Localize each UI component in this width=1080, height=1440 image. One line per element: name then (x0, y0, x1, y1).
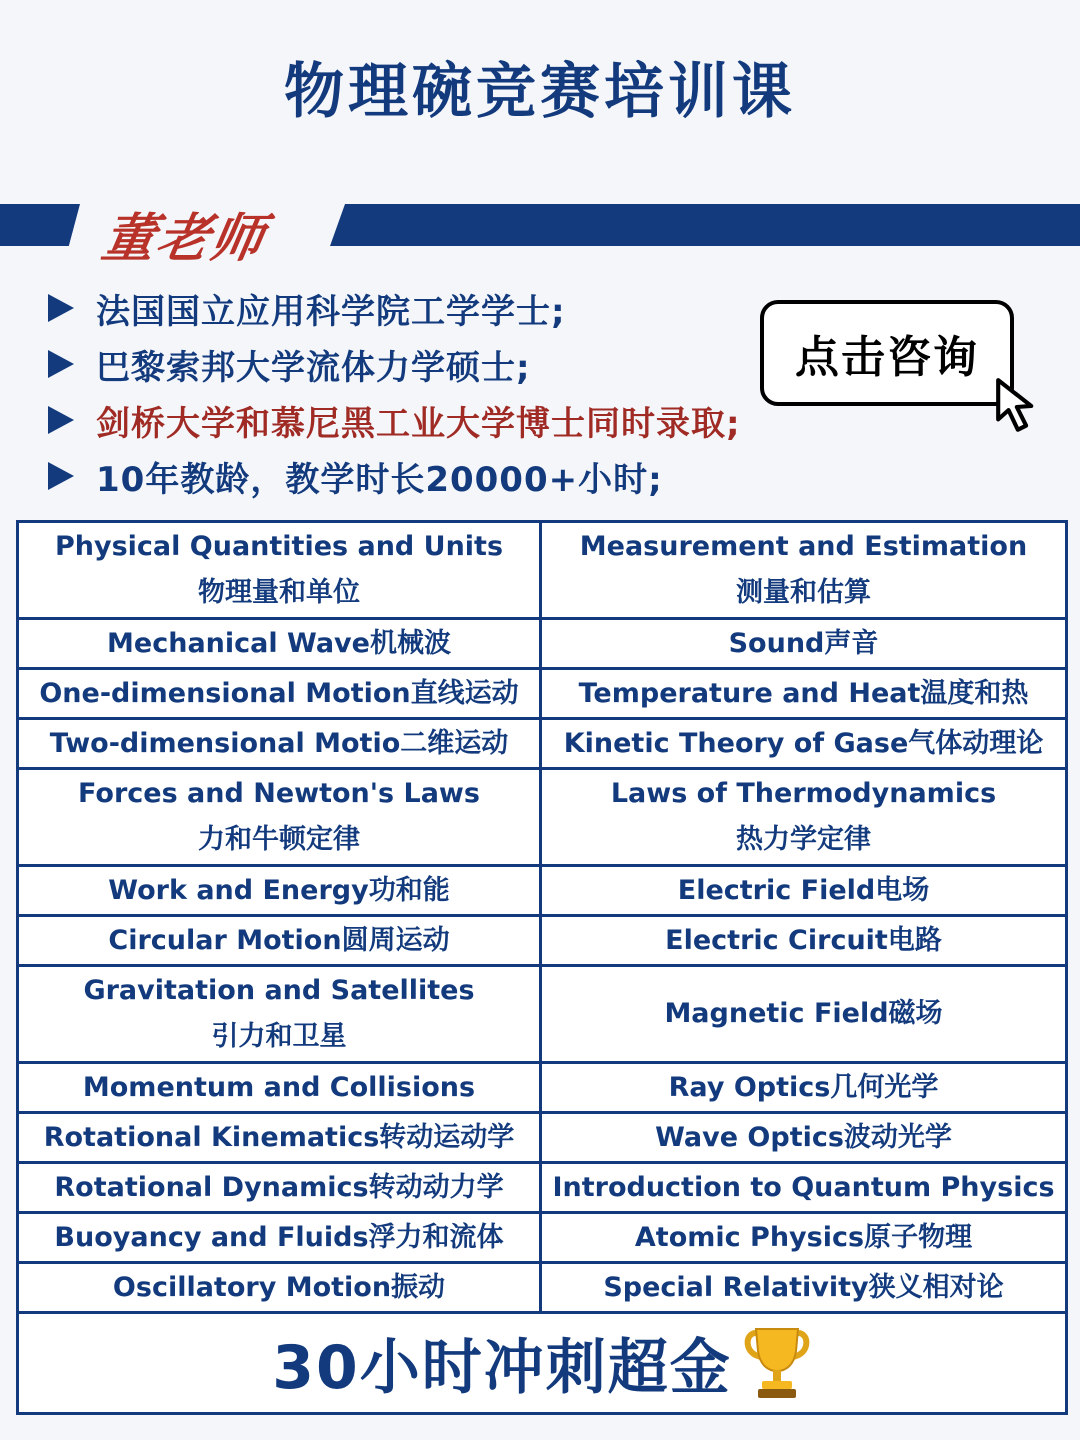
topic-cell (542, 967, 1065, 1064)
topic-cell (19, 967, 542, 1064)
triangle-bullet-icon (48, 406, 74, 434)
credential-text-highlight: 剑桥大学和慕尼黑工业大学博士同时录取; (96, 403, 741, 444)
topic-cell (542, 670, 1065, 720)
topic-title: Physical Quantities and Units (54, 531, 504, 562)
topic-title: Wave Optics波动光学 (655, 1121, 952, 1153)
topic-title: Oscillatory Motion振动 (112, 1271, 446, 1303)
topic-title: Work and Energy功和能 (108, 874, 450, 906)
credential-text: 巴黎索邦大学流体力学硕士; (96, 347, 531, 388)
triangle-bullet-icon (48, 294, 74, 322)
topic-title: Electric Field电场 (677, 874, 930, 906)
topic-title: Introduction to Quantum Physics (552, 1171, 1055, 1203)
topic-cell (19, 867, 542, 917)
topic-title: Gravitation and Satellites (83, 975, 475, 1006)
topic-title: Temperature and Heat温度和热 (578, 677, 1029, 709)
topic-title: Forces and Newton's Laws (78, 778, 480, 809)
topic-subtitle: 物理量和单位 (198, 577, 360, 608)
topic-title: Momentum and Collisions (82, 1071, 476, 1103)
topic-cell (19, 620, 542, 670)
topic-title: Special Relativity狭义相对论 (603, 1271, 1004, 1303)
topic-cell (19, 523, 542, 620)
credential-item (48, 280, 741, 336)
topic-cell (542, 620, 1065, 670)
header-band-left (0, 204, 80, 246)
topic-title: Magnetic Field磁场 (664, 998, 943, 1029)
topic-cell (542, 867, 1065, 917)
topic-cell (542, 1114, 1065, 1164)
topic-title: Mechanical Wave机械波 (107, 627, 451, 659)
credential-item (48, 448, 741, 504)
topic-cell (19, 1114, 542, 1164)
topic-cell (19, 1064, 542, 1114)
credential-text: 法国国立应用科学院工学学士; (96, 291, 566, 332)
topic-title: Electric Circuit电路 (665, 924, 942, 956)
topic-title: Buoyancy and Fluids浮力和流体 (54, 1221, 504, 1253)
credential-text: 10年教龄，教学时长20000+小时; (96, 459, 663, 500)
topic-subtitle: 力和牛顿定律 (198, 824, 360, 855)
topic-title: Atomic Physics原子物理 (634, 1221, 973, 1253)
topic-cell (19, 670, 542, 720)
topic-cell (19, 770, 542, 867)
topic-title: Measurement and Estimation (579, 531, 1028, 562)
teacher-name: 董老师 (97, 209, 271, 269)
topic-subtitle: 热力学定律 (736, 824, 871, 855)
topic-cell (19, 917, 542, 967)
topic-title: Sound声音 (728, 627, 879, 659)
topic-cell (542, 1264, 1065, 1314)
topic-title: Rotational Dynamics转动动力学 (54, 1171, 504, 1203)
topic-cell (19, 720, 542, 770)
topic-cell (19, 1214, 542, 1264)
topic-cell (542, 523, 1065, 620)
topic-title: Laws of Thermodynamics (610, 778, 997, 809)
consult-button[interactable]: 点击咨询 (760, 300, 1014, 406)
topic-cell (542, 917, 1065, 967)
topic-cell (19, 1164, 542, 1214)
triangle-bullet-icon (48, 350, 74, 378)
topic-title: Kinetic Theory of Gase气体动理论 (563, 727, 1044, 759)
topic-title: Circular Motion圆周运动 (108, 924, 450, 956)
topic-title: One-dimensional Motion直线运动 (39, 677, 519, 709)
footer-text: 30小时冲刺超金 (272, 1333, 732, 1403)
topic-title: Rotational Kinematics转动运动学 (43, 1121, 515, 1153)
topic-cell (19, 1264, 542, 1314)
header-band-right (330, 204, 1080, 246)
topic-cell (542, 770, 1065, 867)
triangle-bullet-icon (48, 462, 74, 490)
credential-item (48, 392, 741, 448)
topic-cell (542, 1214, 1065, 1264)
topic-cell (542, 1064, 1065, 1114)
credential-item (48, 336, 741, 392)
topic-title: Ray Optics几何光学 (668, 1071, 939, 1103)
topic-subtitle: 引力和卫星 (211, 1021, 347, 1052)
footer-banner (19, 1314, 1065, 1412)
topic-cell (542, 1164, 1065, 1214)
topic-cell (542, 720, 1065, 770)
topic-title: Two-dimensional Motio二维运动 (49, 727, 509, 759)
trophy-icon (742, 1325, 812, 1401)
topic-subtitle: 测量和估算 (736, 577, 871, 608)
credentials-list (48, 280, 741, 504)
cursor-arrow-icon (992, 376, 1054, 438)
page-title: 物理碗竞赛培训课 (284, 57, 796, 127)
topics-table (16, 520, 1068, 1415)
